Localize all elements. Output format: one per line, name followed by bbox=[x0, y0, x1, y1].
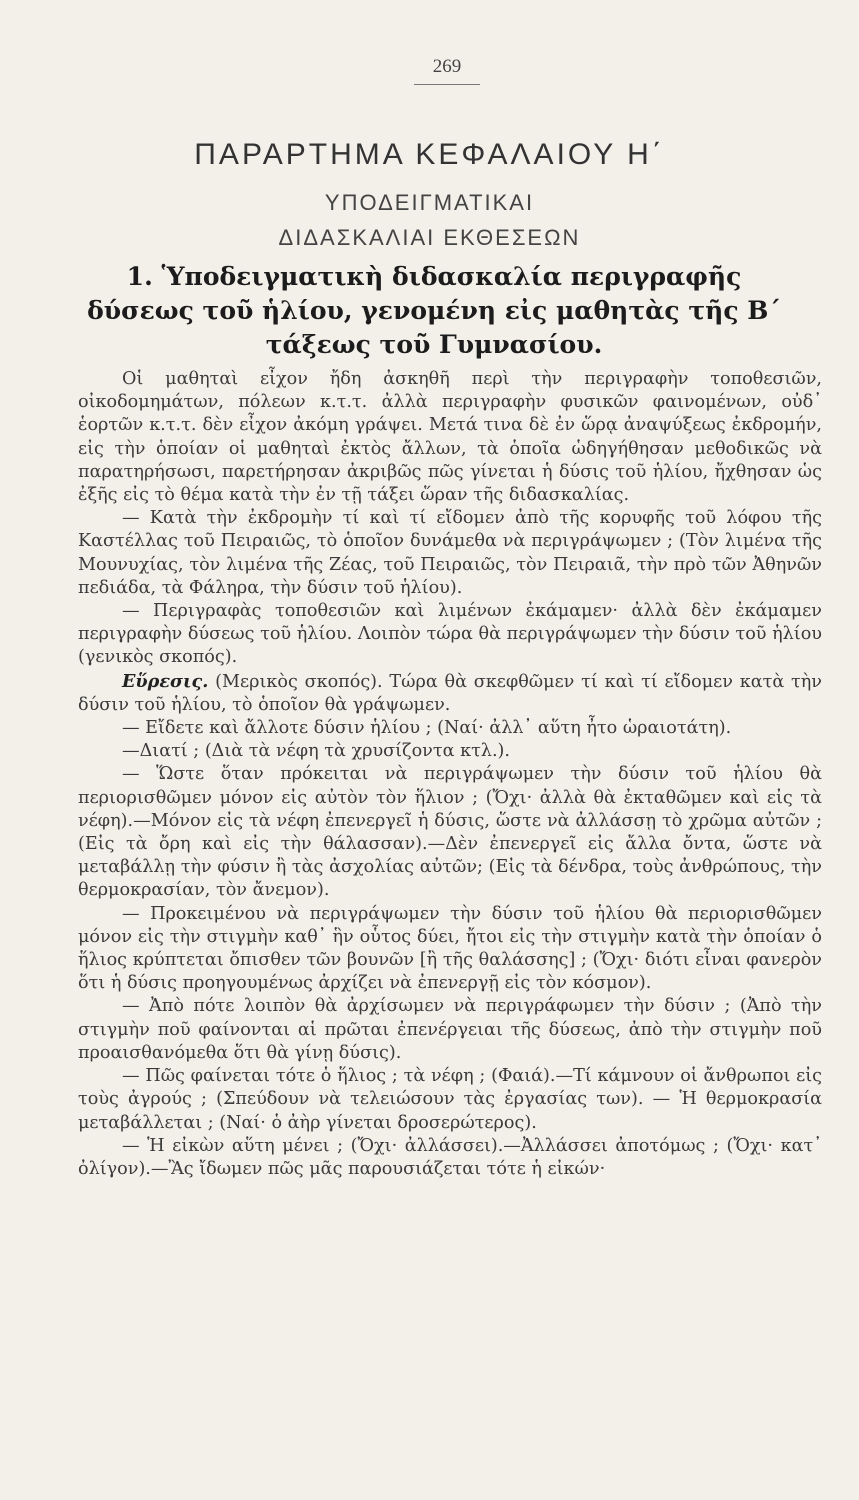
paragraph bbox=[78, 717, 822, 740]
paragraph-text: — Ἀπὸ πότε λοιπὸν θὰ ἀρχίσωμεν νὰ περιγράφωμεν τὴν δύσιν ; (Ἀπὸ τὴν στιγμὴν ποῦ φαίνονται αἱ πρῶται ἐπενέργειαι τῆς δύσεως, ἀπὸ τὴν στιγμὴν ποῦ προαισθανόμεθα ὅτι θὰ γίνῃ δύσις). bbox=[78, 996, 822, 1063]
page-number-rule bbox=[414, 84, 480, 85]
subtitle-line-1: ΥΠΟΔΕΙΓΜΑΤΙΚΑΙ bbox=[324, 190, 535, 215]
paragraph-text: —Διατί ; (Διὰ τὰ νέφη τὰ χρυσίζοντα κτλ.). bbox=[122, 741, 511, 762]
paragraph bbox=[78, 903, 822, 996]
paragraph-text: — Περιγραφὰς τοποθεσιῶν καὶ λιμένων ἐκάμαμεν· ἀλλὰ δὲν ἐκάμαμεν περιγραφὴν δύσεως τοῦ ἡλίου. Λοιπὸν τώρα θὰ περιγράψωμεν τὴν δύσιν τοῦ ἡλίου (γενικὸς σκοπός). bbox=[78, 601, 822, 668]
paragraph bbox=[78, 670, 822, 717]
paragraph-text: — Ὥστε ὅταν πρόκειται νὰ περιγράψωμεν τὴν δύσιν τοῦ ἡλίου θὰ περιορισθῶμεν μόνον εἰς αὐτὸν τὸν ἥλιον ; (Ὄχι· ἀλλὰ θὰ ἐκταθῶμεν καὶ εἰς τὰ νέφη).—Μόνον εἰς τὰ νέφη ἐπενεργεῖ ἡ δύσις, ὥστε νὰ ἀλλάσσῃ τὸ χρῶμα αὐτῶν ; (Εἰς τὰ ὄρη καὶ εἰς τὴν θάλασσαν).—Δὲν ἐπενεργεῖ εἰς ἄλλα ὄντα, ὥστε νὰ μεταβάλλῃ τὴν φύσιν ἢ τὰς ἀσχολίας αὐτῶν; (Εἰς τὰ δένδρα, τοὺς ἀνθρώπους, τὴν θερμοκρασίαν, τὸν ἄνεμον). bbox=[78, 764, 822, 901]
subtitle-line-2: ΔΙΔΑΣΚΑΛΙΑΙ ΕΚΘΕΣΕΩΝ bbox=[278, 225, 581, 250]
appendix-title: ΠΑΡΑΡΤΗΜΑ ΚΕΦΑΛΑΙΟΥ Η΄ bbox=[194, 138, 665, 171]
page-number: 269 bbox=[432, 56, 462, 77]
paragraph-text: — Κατὰ τὴν ἐκδρομὴν τί καὶ τί εἴδομεν ἀπὸ τῆς κορυφῆς τοῦ λόφου τῆς Καστέλλας τοῦ Πειραιῶς, τὸ ὁποῖον δυνάμεθα νὰ περιγράψωμεν ; (Τὸν λιμένα τῆς Μουνυχίας, τὸν λιμένα τῆς Ζέας, τοῦ Πειραιῶς, τὸν Πειραιᾶ, τὴν πρὸ τῶν Ἀθηνῶν πεδιάδα, τὰ Φάληρα, τὴν δύσιν τοῦ ἡλίου). bbox=[78, 508, 822, 598]
paragraph bbox=[78, 740, 822, 763]
paragraph-text: — Εἴδετε καὶ ἄλλοτε δύσιν ἡλίου ; (Ναί· ἀλλ᾽ αὕτη ἦτο ὡραιοτάτη). bbox=[122, 718, 732, 739]
paragraph-text: — Πῶς φαίνεται τότε ὁ ἥλιος ; τὰ νέφη ; (Φαιά).—Τί κάμνουν οἱ ἄνθρωποι εἰς τοὺς ἀγρούς ; (Σπεύδουν νὰ τελειώσουν τὰς ἐργασίας των). — Ἡ θερμοκρασία μεταβάλλεται ; (Ναί· ὁ ἀὴρ γίνεται δροσερώτερος). bbox=[78, 1066, 822, 1133]
paragraph-text: — Προκειμένου νὰ περιγράψωμεν τὴν δύσιν τοῦ ἡλίου θὰ περιορισθῶμεν μόνον εἰς τὴν στιγμὴν καθ᾽ ἣν οὗτος δύει, ἤτοι εἰς τὴν στιγμὴν κατὰ τὴν ὁποίαν ὁ ἥλιος κρύπτεται ὄπισθεν τῶν βουνῶν [ἢ τῆς θαλάσσης] ; (Ὄχι· διότι εἶναι φανερὸν ὅτι ἡ δύσις προηγουμένως ἀρχίζει νὰ ἐπενεργῇ εἰς τὸν κόσμον). bbox=[78, 903, 822, 994]
paragraph bbox=[78, 763, 822, 902]
paragraph-text: — Ἡ εἰκὼν αὕτη μένει ; (Ὄχι· ἀλλάσσει).—Ἀλλάσσει ἀποτόμως ; (Ὄχι· κατ᾽ ὀλίγον).—Ἂς ἴδωμεν πῶς μᾶς παρουσιάζεται τότε ἡ εἰκών· bbox=[78, 1135, 822, 1179]
paragraph bbox=[78, 995, 822, 1065]
body-text bbox=[78, 368, 822, 1181]
paragraph bbox=[78, 368, 822, 507]
page-number-container bbox=[414, 56, 480, 78]
paragraph bbox=[78, 1065, 822, 1135]
paragraph-text: Οἱ μαθηταὶ εἶχον ἤδη ἀσκηθῆ περὶ τὴν περιγραφὴν τοποθεσιῶν, οἰκοδομημάτων, πόλεων κ.τ.τ. ἀλλὰ περιγραφὴν φυσικῶν φαινομένων, οὐδ᾽ ἑορτῶν κ.τ.τ. δὲν εἶχον ἀκόμη γράψει. Μετά τινα δὲ ἐν ὥρᾳ ἀναψύξεως ἐκδρομήν, εἰς τὴν ὁποίαν οἱ μαθηταὶ ἐκτὸς ἄλλων, τὰ ὁποῖα ὡδηγήθησαν μεθοδικῶς νὰ παρατηρήσωσι, παρετήρησαν ἀκριβῶς πῶς γίνεται ἡ δύσις τοῦ ἡλίου, ἤχθησαν ὡς ἐξῆς εἰς τὸ θέμα κατὰ τὴν ἐν τῇ τάξει ὥραν τῆς διδασκαλίας. bbox=[78, 369, 822, 506]
paragraph-lead: Εὕρεσις. bbox=[122, 670, 209, 692]
paragraph bbox=[78, 1135, 822, 1181]
paragraph-text: (Μερικὸς σκοπός). Τώρα θὰ σκεφθῶμεν τί καὶ τί εἴδομεν κατὰ τὴν δύσιν τοῦ ἡλίου, τὸ ὁποῖον θὰ γράψωμεν. bbox=[78, 671, 822, 715]
paragraph bbox=[78, 600, 822, 670]
paragraph bbox=[78, 507, 822, 600]
section-heading: 1. Ὑποδειγματικὴ διδασκαλία περιγραφῆς δύσεως τοῦ ἡλίου, γενομένη εἰς μαθητὰς τῆς Β΄ τάξεως τοῦ Γυμνασίου. bbox=[87, 262, 781, 359]
